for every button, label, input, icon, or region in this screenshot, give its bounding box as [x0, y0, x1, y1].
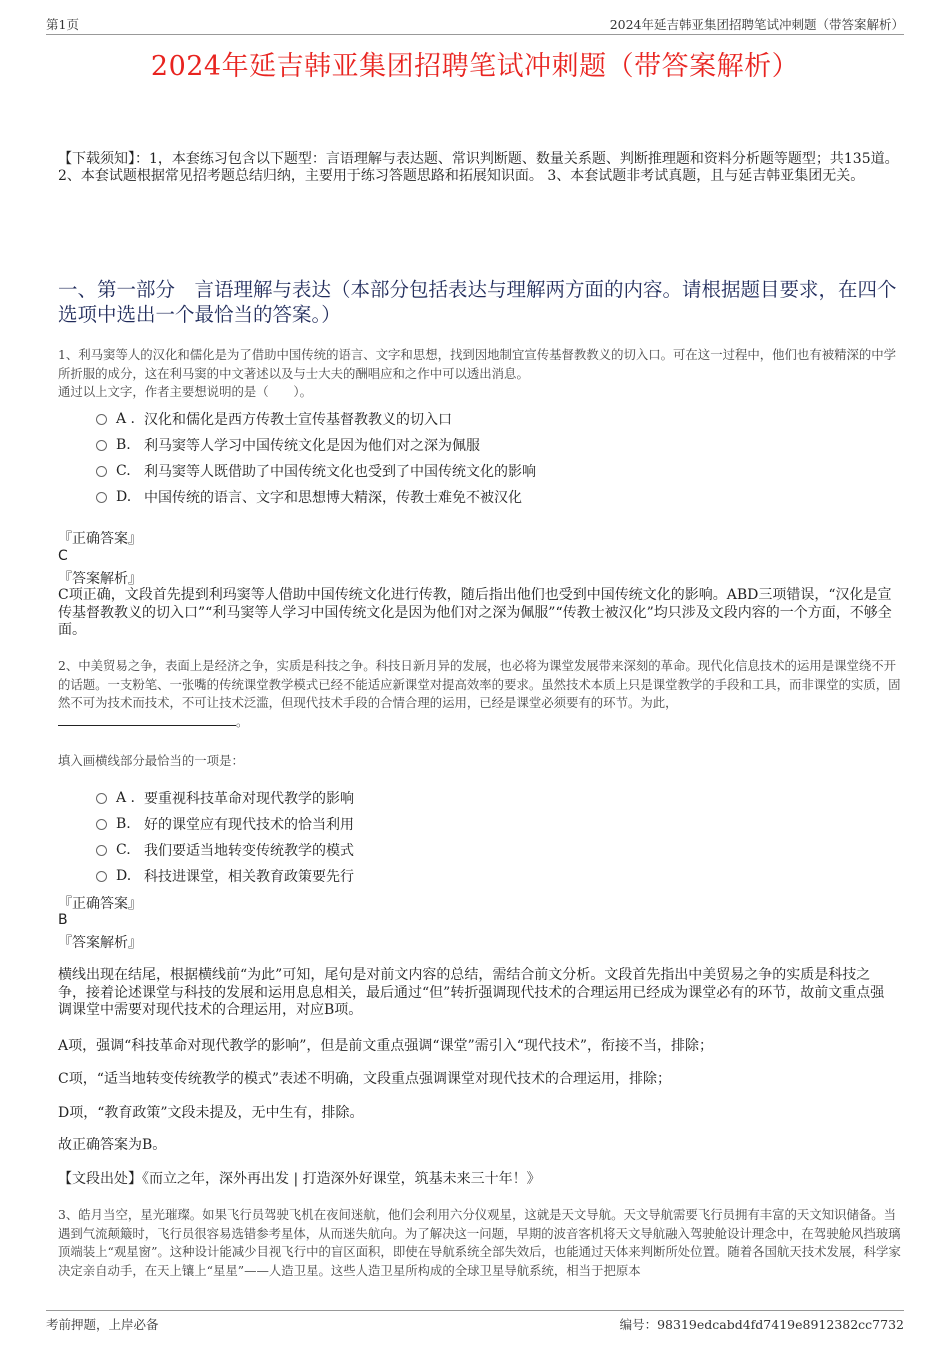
radio-button[interactable] — [96, 492, 107, 503]
document-title: 2024年延吉韩亚集团招聘笔试冲刺题（带答案解析） — [150, 51, 800, 82]
analysis-option-c: C项，“适当地转变传统教学的模式”表述不明确，文段重点强调课堂对现代技术的合理运用，排除； — [58, 1071, 672, 1087]
answer-blank — [58, 713, 236, 726]
analysis-paragraph: 横线出现在结尾，根据横线前“为此”可知，尾句是对前文内容的总结，需结合前文分析。文段首先指出中美贸易之争的实质是科技之争，接着论述课堂与科技的发展和运用息息相关，最后通过“但”转折强调现代技术的合理运用已经成为课堂必有的环节，故前文重点强调课堂中需要对现代技术的合理运用，对应B项。 — [58, 967, 885, 1018]
radio-button[interactable] — [96, 871, 107, 882]
question-1-ask: 通过以上文字，作者主要想说明的是（ ）。 — [58, 384, 313, 399]
question-3-text: 3、皓月当空，星光璀璨。如果飞行员驾驶飞机在夜间迷航，他们会利用六分仪观星，这就是天文导航。天文导航需要飞行员拥有丰富的天文知识储备。当遇到气流颠簸时，飞行员很容易选错参考星体，从而迷失航向。为了解决这一问题，早期的波音客机将天文导航融入驾驶舱设计理念中，在驾驶舱风挡玻璃顶端装上“观星窗”。这种设计能减少目视飞行中的盲区面积，即使在导航系统全部失效后，也能通过天体来判断所处位置。随着各国航天技术发展，科学家决定亲自动手，在天上镶上“星星”——人造卫星。这些人造卫星所构成的全球卫星导航系统，相当于把原本 — [58, 1207, 901, 1278]
option-a[interactable]: A . 汉化和儒化是西方传教士宣传基督教教义的切入口 — [96, 406, 856, 432]
analysis-conclusion: 故正确答案为B。 — [58, 1137, 167, 1153]
page-header — [46, 12, 904, 35]
option-a[interactable]: A . 要重视科技革命对现代教学的影响 — [96, 785, 856, 811]
radio-button[interactable] — [96, 414, 107, 425]
radio-button[interactable] — [96, 793, 107, 804]
correct-answer-value: B — [58, 912, 68, 928]
correct-answer-value: C — [58, 548, 68, 564]
section-title: 一、第一部分 言语理解与表达（本部分包括表达与理解两方面的内容。请根据题目要求，在四个选项中选出一个最恰当的答案。） — [58, 278, 897, 326]
question-1 — [58, 346, 903, 402]
option-c[interactable]: C. 我们要适当地转变传统教学的模式 — [96, 837, 856, 863]
radio-button[interactable] — [96, 845, 107, 856]
analysis-source: 【文段出处】《而立之年，深外再出发 | 打造深外好课堂，筑基未来三十年！》 — [58, 1171, 541, 1187]
question-2-ask: 填入画横线部分最恰当的一项是： — [58, 753, 244, 768]
question-2-options — [96, 785, 856, 889]
question-2-end: 。 — [236, 713, 249, 729]
correct-answer-label: 『正确答案』 — [58, 896, 142, 912]
correct-answer-label: 『正确答案』 — [58, 531, 142, 547]
header-doc-title: 2024年延吉韩亚集团招聘笔试冲刺题（带答案解析） — [609, 17, 904, 32]
page-footer — [46, 1310, 904, 1335]
analysis-option-a: A项，强调“科技革命对现代教学的影响”，但是前文重点强调“课堂”需引入“现代技术”，衔接不当，排除； — [58, 1038, 714, 1054]
analysis-option-d: D项，“教育政策”文段未提及，无中生有，排除。 — [58, 1105, 364, 1121]
question-2 — [58, 657, 903, 731]
radio-button[interactable] — [96, 466, 107, 477]
option-d[interactable]: D. 科技进课堂，相关教育政策要先行 — [96, 863, 856, 889]
radio-button[interactable] — [96, 819, 107, 830]
footer-serial: 编号：98319edcabd4fd7419e8912382cc7732 — [619, 1317, 904, 1332]
option-b[interactable]: B. 好的课堂应有现代技术的恰当利用 — [96, 811, 856, 837]
option-c[interactable]: C. 利马窦等人既借助了中国传统文化也受到了中国传统文化的影响 — [96, 458, 856, 484]
radio-button[interactable] — [96, 440, 107, 451]
option-d[interactable]: D. 中国传统的语言、文字和思想博大精深，传教士难免不被汉化 — [96, 484, 856, 510]
download-notice: 【下载须知】：1，本套练习包含以下题型：言语理解与表达题、常识判断题、数量关系题、判断推理题和资料分析题等题型；共135道。 2、本套试题根据常见招考题总结归纳，主要用于练习答题思路和拓展知识面。 3、本套试题非考试真题，且与延吉韩亚集团无关。 — [58, 151, 899, 184]
analysis-text: C项正确，文段首先提到利玛窦等人借助中国传统文化进行传教，随后指出他们也受到中国传统文化的影响。ABD三项错误，“汉化是宣传基督教教义的切入口”“利马窦等人学习中国传统文化是因为他们对之深为佩服”“传教士被汉化”均只涉及文段内容的一个方面，不够全面。 — [58, 587, 892, 638]
question-2-text: 2、中美贸易之争，表面上是经济之争，实质是科技之争。科技日新月异的发展，也必将为课堂发展带来深刻的革命。现代化信息技术的运用是课堂绕不开的话题。一支粉笔、一张嘴的传统课堂教学模式已经不能适应新课堂对提高效率的要求。虽然技术本质上只是课堂教学的手段和工具，而非课堂的实质，固然不可为技术而技术，不可让技术泛滥，但现代技术手段的合情合理的运用，已经是课堂必须要有的环节。为此， — [58, 658, 901, 710]
question-1-options — [96, 406, 856, 510]
footer-slogan: 考前押题，上岸必备 — [46, 1317, 159, 1332]
question-1-text: 1、利马窦等人的汉化和儒化是为了借助中国传统的语言、文字和思想，找到因地制宜宣传基督教教义的切入口。可在这一过程中，他们也有被精深的中学所折服的成分，这在利马窦的中文著述以及与士大夫的酬唱应和之作中可以透出消息。 — [58, 347, 897, 381]
analysis-label: 『答案解析』 — [58, 571, 142, 587]
analysis-label: 『答案解析』 — [58, 935, 142, 951]
option-b[interactable]: B. 利马窦等人学习中国传统文化是因为他们对之深为佩服 — [96, 432, 856, 458]
page-number: 第1页 — [46, 17, 79, 32]
